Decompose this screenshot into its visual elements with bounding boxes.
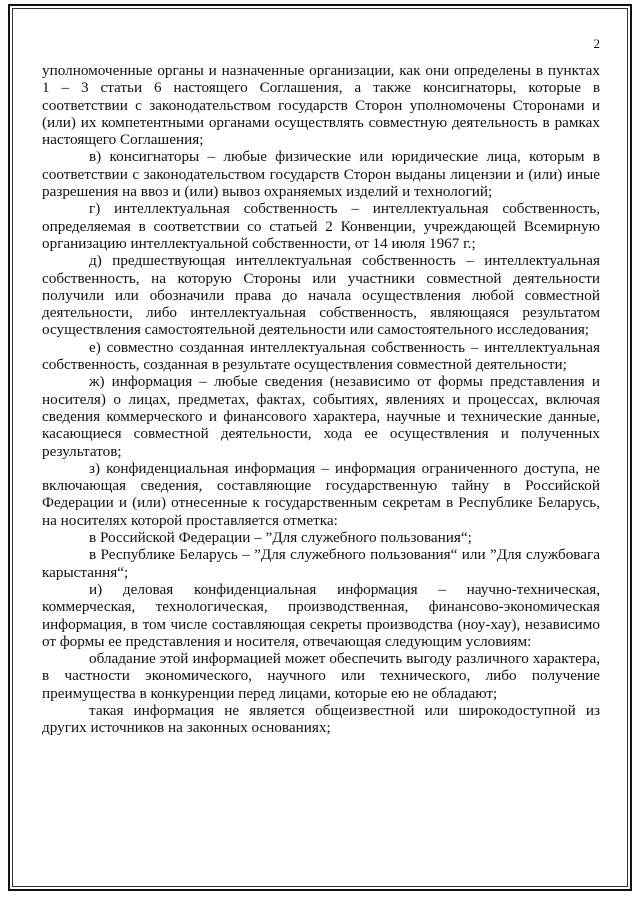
- document-body: [42, 62, 600, 737]
- paragraph: е) совместно созданная интеллектуальная собственность – интеллектуальная собственность, созданная в результате осуществления совместной деятельности;: [42, 338, 600, 374]
- paragraph: з) конфиденциальная информация – информация ограниченного доступа, не включающая сведения, составляющие государственную тайну в Российской Федерации и (или) отнесенные к государственным секретам в Республике Беларусь, на носителях которой проставляется отметка:: [42, 459, 600, 529]
- paragraph: д) предшествующая интеллектуальная собственность – интеллектуальная собственность, на которую Стороны или участники совместной деятельности получили или обозначили права до начала осуществления любой совместной деятельности, либо интеллектуальная собственность, являющаяся результатом осуществления самостоятельной деятельности или самостоятельного исследования;: [42, 252, 600, 339]
- page-number: 2: [593, 36, 600, 51]
- paragraph: такая информация не является общеизвестной или широкодоступной из других источников на законных основаниях;: [42, 701, 600, 737]
- paragraph: в Республике Беларусь – ”Для служебного пользования“ или ”Для службовага карыстання“;: [42, 546, 600, 581]
- paragraph: ж) информация – любые сведения (независимо от формы представления и носителя) о лицах, предметах, фактах, событиях, явлениях и процессах, включая сведения коммерческого и финансового характера, научные и технические данные, касающиеся совместной деятельности, хода ее осуществления и полученных результатов;: [42, 373, 600, 460]
- paragraph: в) консигнаторы – любые физические или юридические лица, которым в соответствии с законодательством государств Сторон выданы лицензии и (или) иные разрешения на ввоз и (или) вывоз охраняемых изделий и технологий;: [42, 148, 600, 201]
- paragraph: уполномоченные органы и назначенные организации, как они определены в пунктах 1 – 3 статьи 6 настоящего Соглашения, а также консигнаторы, которые в соответствии с законодательством государств Сторон уполномочены Сторонами и (или) их компетентными органами осуществлять совместную деятельность в рамках настоящего Соглашения;: [42, 62, 600, 149]
- paragraph: г) интеллектуальная собственность – интеллектуальная собственность, определяемая в соответствии со статьей 2 Конвенции, учреждающей Всемирную организацию интеллектуальной собственности, от 14 июля 1967 г.;: [42, 200, 600, 252]
- paragraph: и) деловая конфиденциальная информация – научно-техническая, коммерческая, технологическая, производственная, финансово-экономическая информация, в том числе составляющая секреты производства (ноу-хау), независимо от формы ее представления и носителя, отвечающая следующим условиям:: [42, 580, 600, 650]
- paragraph: в Российской Федерации – ”Для служебного пользования“;: [89, 529, 472, 547]
- paragraph: обладание этой информацией может обеспечить выгоду различного характера, в частности экономического, научного или технического, либо получение преимущества в конкуренции перед лицами, которые ею не обладают;: [42, 650, 600, 702]
